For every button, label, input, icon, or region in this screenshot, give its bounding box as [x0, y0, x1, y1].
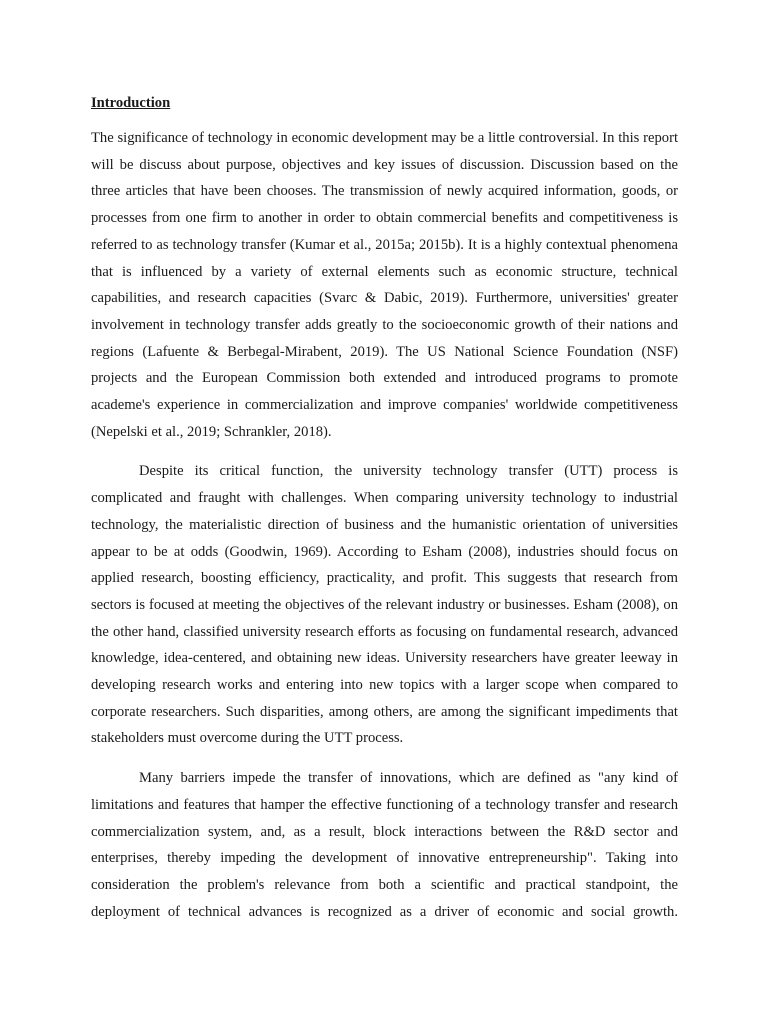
- paragraph-1: The significance of technology in economic development may be a little controversial. In this report will be discuss about purpose, objectives and key issues of discussion. Discussion based on the three articles that have been chooses. The transmission of newly acquired information, goods, or processes from one firm to another in order to obtain commercial benefits and competitiveness is referred to as technology transfer (Kumar et al., 2015a; 2015b). It is a highly contextual phenomena that is influenced by a variety of external elements such as economic structure, technical capabilities, and research capacities (Svarc & Dabic, 2019). Furthermore, universities' greater involvement in technology transfer adds greatly to the socioeconomic growth of their nations and regions (Lafuente & Berbegal-Mirabent, 2019). The US National Science Foundation (NSF) projects and the European Commission both extended and introduced programs to promote academe's experience in commercialization and improve companies' worldwide competitiveness (Nepelski et al., 2019; Schrankler, 2018).: [91, 130, 678, 440]
- document-body: [91, 93, 678, 925]
- paragraph-3: Many barriers impede the transfer of innovations, which are defined as "any kind of limitations and features that hamper the effective functioning of a technology transfer and research commercialization system, and, as a result, block interactions between the R&D sector and enterprises, thereby impeding the development of innovative entrepreneurship". Taking into consideration the problem's relevance from both a scientific and practical standpoint, the deployment of technical advances is recognized as a driver of economic and social growth.: [91, 770, 678, 920]
- paragraph-2: Despite its critical function, the university technology transfer (UTT) process is complicated and fraught with challenges. When comparing university technology to industrial technology, the materialistic direction of business and the humanistic orientation of universities appear to be at odds (Goodwin, 1969). According to Esham (2008), industries should focus on applied research, boosting efficiency, practicality, and profit. This suggests that research from sectors is focused at meeting the objectives of the relevant industry or businesses. Esham (2008), on the other hand, classified university research efforts as focusing on fundamental research, advanced knowledge, idea-centered, and obtaining new ideas. University researchers have greater leeway in developing research works and entering into new topics with a larger scope when compared to corporate researchers. Such disparities, among others, are among the significant impediments that stakeholders must overcome during the UTT process.: [91, 463, 678, 747]
- section-heading: Introduction: [91, 95, 171, 111]
